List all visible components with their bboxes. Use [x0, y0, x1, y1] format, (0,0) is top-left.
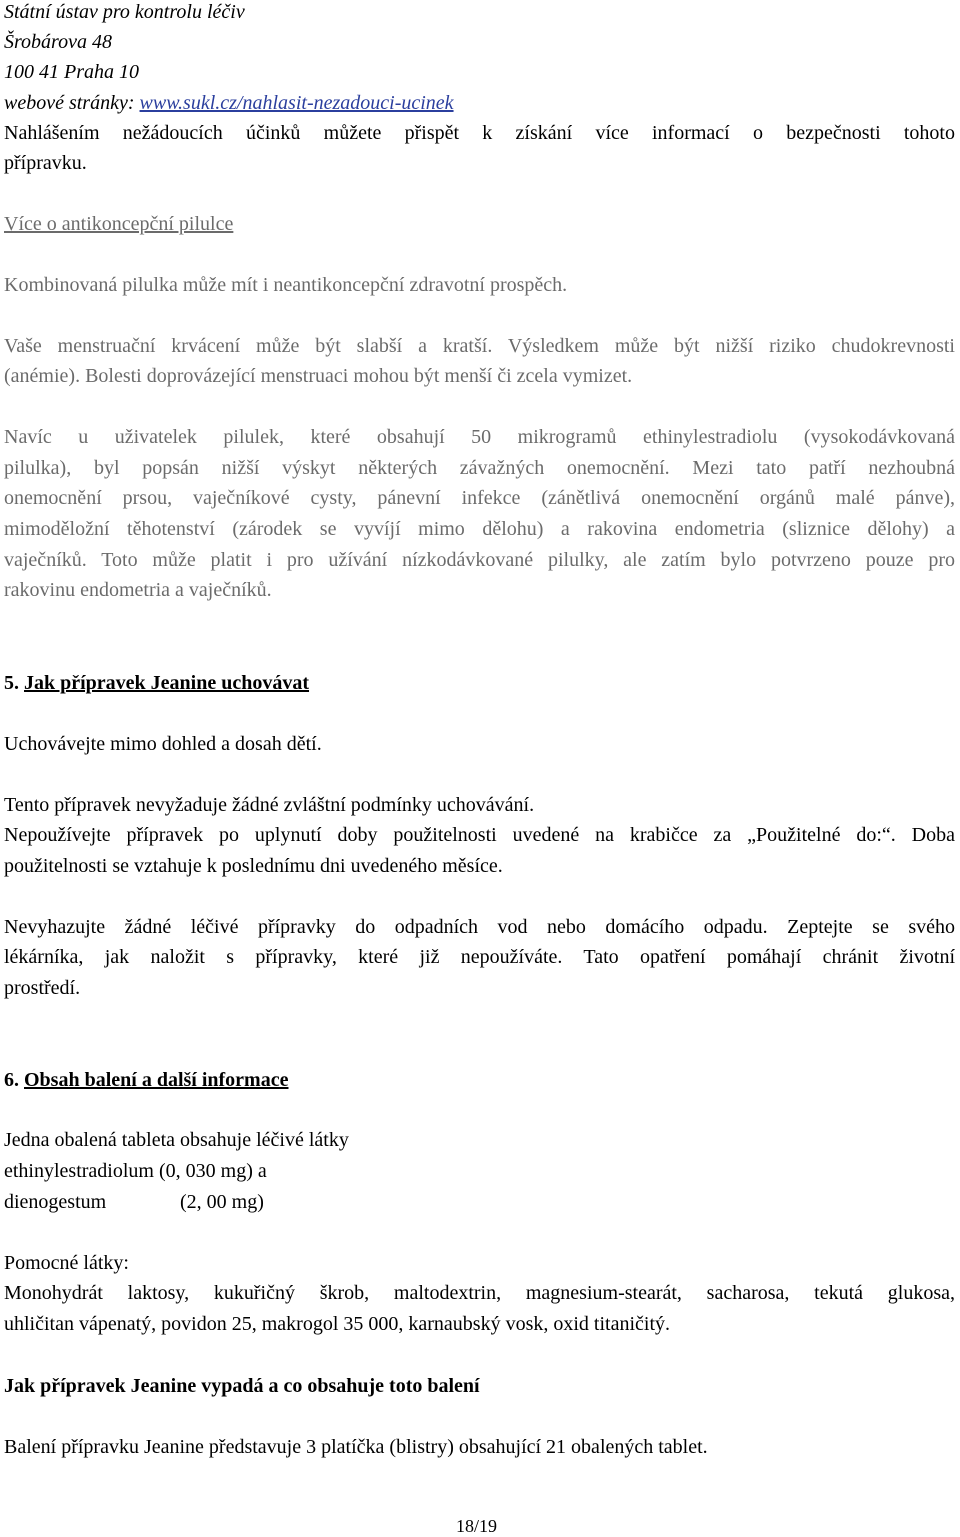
contact-street: Šrobárova 48: [4, 31, 112, 53]
section6-p1: Jedna obalená tableta obsahuje léčivé látky: [4, 1129, 349, 1151]
report-line-2: přípravku.: [4, 152, 87, 174]
ingredient-2: [4, 1190, 264, 1214]
excipients-line-2: uhličitan vápenatý, povidon 25, makrogol 35 000, karnaubský vosk, oxid titaničitý.: [4, 1313, 671, 1335]
more-p3-line: mimoděložní těhotenství (zárodek se vyvíjí mimo dělohu) a rakovina endometria (sliznice dělohy) a: [4, 518, 955, 540]
pack-description: Balení přípravku Jeanine představuje 3 platíčka (blistry) obsahující 21 obalených tablet.: [4, 1436, 708, 1458]
contact-city: 100 41 Praha 10: [4, 61, 139, 83]
ingredient-1: ethinylestradiolum (0, 030 mg) a: [4, 1160, 267, 1182]
more-p3-line: vaječníků. Toto může platit i pro užívání nízkodávkované pilulky, ale zatím bylo potvrzeno pouze pro: [4, 549, 955, 571]
contact-web: [4, 91, 454, 115]
more-p3-line: rakovinu endometria a vaječníků.: [4, 579, 272, 601]
web-label: webové stránky:: [4, 92, 140, 114]
section5-p4-line: lékárníka, jak naložit s přípravky, které již nepoužíváte. Tato opatření pomáhají chránit životní: [4, 946, 955, 968]
ingredient-2-dose: (2, 00 mg): [180, 1191, 264, 1213]
section5-p1: Uchovávejte mimo dohled a dosah dětí.: [4, 733, 322, 755]
section5-heading-num: 5.: [4, 672, 24, 694]
section6-heading: [4, 1068, 288, 1092]
contact-org: Státní ústav pro kontrolu léčiv: [4, 1, 245, 23]
ingredient-2-name: dienogestum: [4, 1191, 107, 1213]
section5-p3-line-2: použitelnosti se vztahuje k poslednímu dni uvedeného měsíce.: [4, 855, 503, 877]
report-line-1: Nahlášením nežádoucích účinků můžete přispět k získání více informací o bezpečnosti tohoto: [4, 122, 955, 144]
section5-heading: [4, 671, 309, 695]
more-p2-line-1: Vaše menstruační krvácení může být slabší a kratší. Výsledkem může být nižší riziko chudokrevnosti: [4, 335, 955, 357]
more-heading: Více o antikoncepční pilulce: [4, 213, 234, 235]
web-link[interactable]: www.sukl.cz/nahlasit-nezadouci-ucinek: [139, 92, 454, 114]
section5-p2: Tento přípravek nevyžaduje žádné zvláštní podmínky uchovávání.: [4, 794, 535, 816]
more-p3-line: pilulka), byl popsán nižší výskyt některých závažných onemocnění. Mezi tato patří nezhoubná: [4, 457, 955, 479]
more-p1: Kombinovaná pilulka může mít i neantikoncepční zdravotní prospěch.: [4, 274, 568, 296]
section5-p4-line: prostředí.: [4, 977, 81, 999]
section5-p4-line: Nevyhazujte žádné léčivé přípravky do odpadních vod nebo domácího odpadu. Zeptejte se svého: [4, 916, 955, 938]
more-p3-line: Navíc u uživatelek pilulek, které obsahují 50 mikrogramů ethinylestradiolu (vysokodávkovaná: [4, 426, 955, 448]
excipients-label: Pomocné látky:: [4, 1252, 129, 1274]
section6-heading-num: 6.: [4, 1069, 24, 1091]
excipients-line-1: Monohydrát laktosy, kukuřičný škrob, maltodextrin, magnesium-stearát, sacharosa, tekutá glukosa,: [4, 1282, 955, 1304]
section5-p3-line-1: Nepoužívejte přípravek po uplynutí doby použitelnosti uvedené na krabičce za „Použitelné do:“. Doba: [4, 824, 955, 846]
pack-subheading: Jak přípravek Jeanine vypadá a co obsahuje toto balení: [4, 1375, 480, 1397]
section5-heading-text: Jak přípravek Jeanine uchovávat: [24, 672, 310, 694]
section6-heading-text: Obsah balení a další informace: [24, 1069, 289, 1091]
more-p2-line-2: (anémie). Bolesti doprovázející menstruaci mohou být menší či zcela vymizet.: [4, 365, 633, 387]
more-p3-line: onemocnění prsou, vaječníkové cysty, pánevní infekce (zánětlivá onemocnění orgánů malé pánve),: [4, 487, 955, 509]
page-number: 18/19: [456, 1516, 498, 1536]
